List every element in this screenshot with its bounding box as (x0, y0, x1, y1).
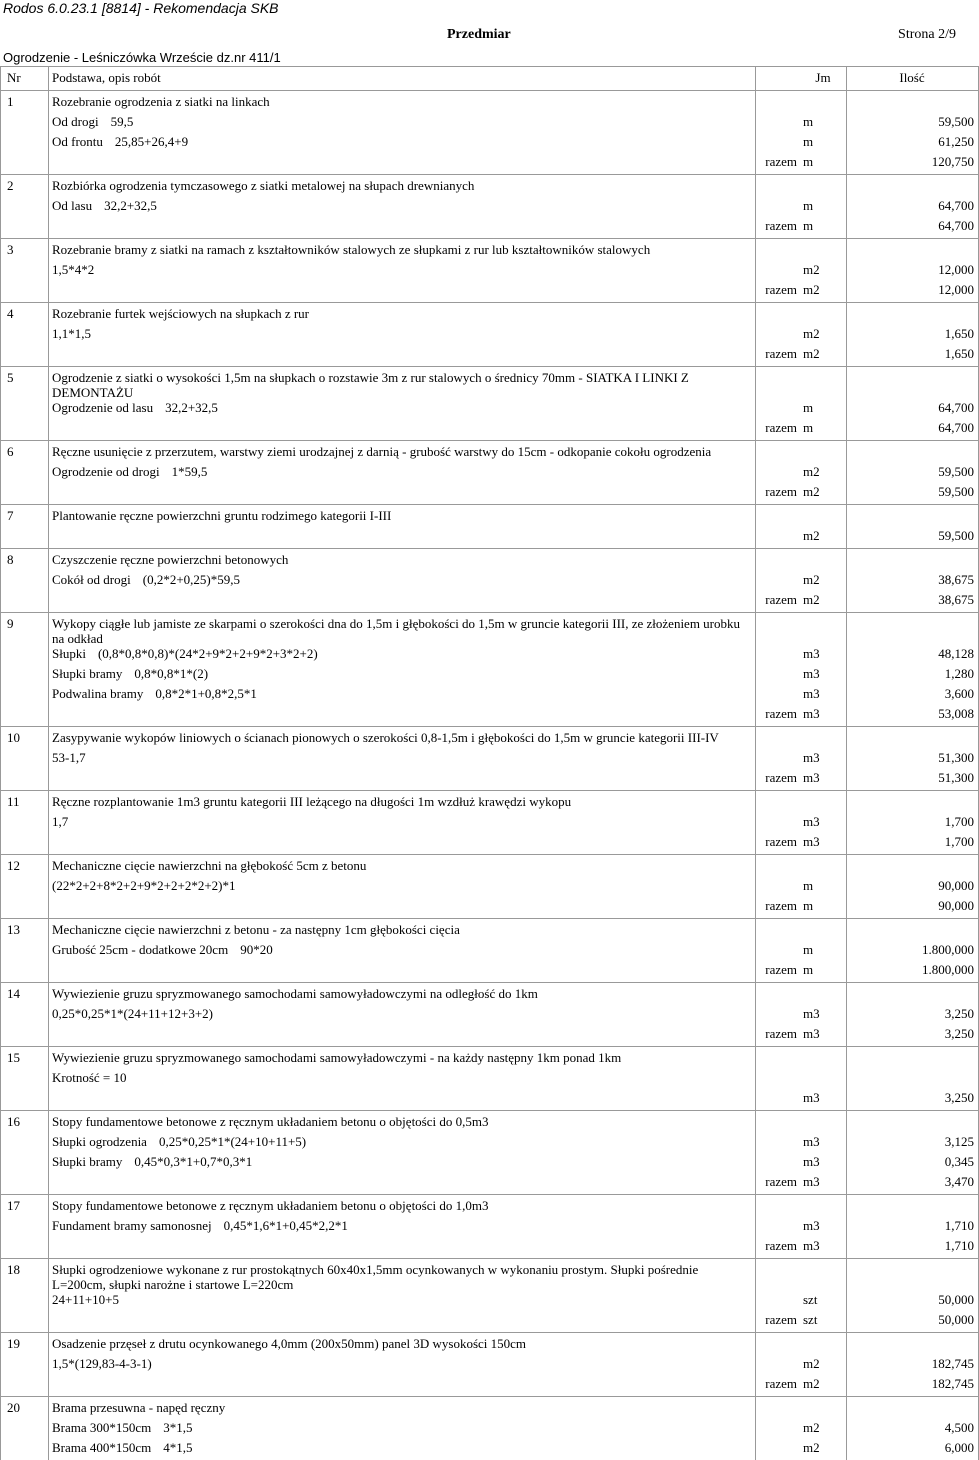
subtotal-row (1, 218, 979, 239)
item-number: 5 (1, 367, 49, 401)
item-row (1, 505, 979, 529)
calculation-label: Od lasu (52, 198, 93, 213)
subtotal-unit: m (800, 420, 847, 441)
calculation-row (1, 134, 979, 154)
quantity: 1,700 (847, 814, 979, 834)
item-description: Rozebranie furtek wejściowych na słupkach z rur (49, 303, 756, 327)
calculation-description (49, 750, 756, 770)
subtotal-unit: m3 (800, 1026, 847, 1047)
subtotal-row (1, 1174, 979, 1195)
quantity: 4,500 (847, 1420, 979, 1440)
calculation-expression: (0,8*0,8*0,8)*(24*2+9*2+2+9*2+3*2+2) (97, 646, 318, 661)
quantity: 50,000 (847, 1292, 979, 1312)
quantity: 1,650 (847, 326, 979, 346)
subtotal-row (1, 834, 979, 855)
item-row (1, 91, 979, 115)
calculation-expression: 3*1,5 (163, 1420, 193, 1435)
calculation-expression: 1*59,5 (171, 464, 208, 479)
subtotal-quantity: 59,500 (847, 484, 979, 505)
unit: m2 (800, 528, 847, 549)
subtotal-row (1, 1312, 979, 1333)
subtotal-label: razem (765, 484, 797, 499)
quantity: 90,000 (847, 878, 979, 898)
subtotal-quantity: 12,000 (847, 282, 979, 303)
header-description: Podstawa, opis robót (49, 67, 756, 91)
calculation-row (1, 1154, 979, 1174)
calculation-label: 1,7 (52, 814, 69, 829)
calculation-row (1, 942, 979, 962)
subtotal-label: razem (765, 420, 797, 435)
subtotal-unit: m2 (800, 484, 847, 505)
quantity: 3,250 (847, 1090, 979, 1111)
item-number: 16 (1, 1111, 49, 1135)
item-row (1, 1397, 979, 1421)
unit (800, 1070, 847, 1090)
calculation-label: 0,25*0,25*1*(24+11+12+3+2) (52, 1006, 214, 1021)
calculation-row (1, 1006, 979, 1026)
calculation-label: Brama 400*150cm (52, 1440, 152, 1455)
subtotal-quantity: 64,700 (847, 218, 979, 239)
calculation-row (1, 1440, 979, 1460)
subtotal-row (1, 282, 979, 303)
header-unit: Jm (800, 67, 847, 91)
subtotal-label: razem (765, 218, 797, 233)
item-description: Czyszczenie ręczne powierzchni betonowych (49, 549, 756, 573)
subtotal-quantity: 182,745 (847, 1376, 979, 1397)
subtotal-label: razem (765, 1376, 797, 1391)
calculation-label: Ogrodzenie od lasu (52, 400, 154, 415)
item-description: Mechaniczne cięcie nawierzchni na głębokość 5cm z betonu (49, 855, 756, 879)
calculation-description (49, 814, 756, 834)
item-description: Ogrodzenie z siatki o wysokości 1,5m na słupkach o rozstawie 3m z rur stalowych o średnicy 70mm - SIATKA I LINKI Z DEMONTAŻU (49, 367, 756, 401)
calculation-description (49, 326, 756, 346)
calculation-label: Od frontu (52, 134, 103, 149)
header-nr: Nr (1, 67, 49, 91)
item-number: 14 (1, 983, 49, 1007)
calculation-description (49, 198, 756, 218)
item-row (1, 239, 979, 263)
calculation-row (1, 878, 979, 898)
unit: m2 (800, 572, 847, 592)
subtotal-quantity: 53,008 (847, 706, 979, 727)
subtotal-label: razem (765, 346, 797, 361)
quantity: 64,700 (847, 198, 979, 218)
calculation-label: 24+11+10+5 (52, 1292, 120, 1307)
subtotal-quantity: 3,250 (847, 1026, 979, 1047)
calculation-expression: 90*20 (240, 942, 273, 957)
subtotal-label: razem (765, 1026, 797, 1041)
calculation-description (49, 134, 756, 154)
item-description: Wywiezienie gruzu spryzmowanego samochodami samowyładowczymi na odległość do 1km (49, 983, 756, 1007)
item-row (1, 727, 979, 751)
subtotal-unit: m (800, 962, 847, 983)
item-description: Rozebranie bramy z siatki na ramach z kształtowników stalowych ze słupkami z rur lub kształtowników stalowych (49, 239, 756, 263)
calculation-description (49, 262, 756, 282)
item-row (1, 303, 979, 327)
item-number: 8 (1, 549, 49, 573)
subtotal-label: razem (765, 962, 797, 977)
quantity: 3,125 (847, 1134, 979, 1154)
subtotal-label: razem (765, 770, 797, 785)
calculation-description (49, 572, 756, 592)
calculation-description (49, 942, 756, 962)
item-number: 13 (1, 919, 49, 943)
item-row (1, 791, 979, 815)
calculation-label: Krotność = 10 (52, 1070, 127, 1085)
subtotal-row (1, 1026, 979, 1047)
item-number: 6 (1, 441, 49, 465)
item-number: 18 (1, 1259, 49, 1293)
subtotal-label: razem (765, 154, 797, 169)
item-description: Wykopy ciągłe lub jamiste ze skarpami o szerokości dna do 1,5m i głębokości do 1,5m w gruncie kategorii III, ze złożeniem urobku na odkład (49, 613, 756, 647)
item-description: Rozebranie ogrodzenia z siatki na linkach (49, 91, 756, 115)
calculation-expression: 59,5 (110, 114, 134, 129)
calculation-description (49, 464, 756, 484)
calculation-row (1, 114, 979, 134)
item-number: 17 (1, 1195, 49, 1219)
calculation-expression: 32,2+32,5 (165, 400, 218, 415)
quantity: 12,000 (847, 262, 979, 282)
calculation-label: Podwalina bramy (52, 686, 144, 701)
subtotal-unit: m2 (800, 1376, 847, 1397)
quantity: 51,300 (847, 750, 979, 770)
calculation-row (1, 686, 979, 706)
unit: m3 (800, 1090, 847, 1111)
unit: m (800, 942, 847, 962)
item-number: 11 (1, 791, 49, 815)
item-number: 4 (1, 303, 49, 327)
subtotal-quantity: 1,700 (847, 834, 979, 855)
subtotal-label: razem (765, 1238, 797, 1253)
calculation-expression: 32,2+32,5 (104, 198, 157, 213)
project-subtitle: Ogrodzenie - Leśniczówka Wrzeście dz.nr 411/1 (3, 50, 281, 65)
calculation-label: Słupki bramy (52, 666, 123, 681)
calculation-row (1, 326, 979, 346)
header-quantity: Ilość (847, 67, 979, 91)
calculation-row (1, 1090, 979, 1111)
unit: m2 (800, 326, 847, 346)
item-number: 9 (1, 613, 49, 647)
unit: m (800, 134, 847, 154)
item-description: Osadzenie przęseł z drutu ocynkowanego 4,0mm (200x50mm) panel 3D wysokości 150cm (49, 1333, 756, 1357)
calculation-description (49, 1420, 756, 1440)
subtotal-unit: m2 (800, 592, 847, 613)
calculation-description (49, 646, 756, 666)
subtotal-label: razem (765, 592, 797, 607)
subtotal-label: razem (765, 1174, 797, 1189)
subtotal-label: razem (765, 834, 797, 849)
subtotal-unit: m (800, 898, 847, 919)
subtotal-unit: m3 (800, 834, 847, 855)
subtotal-row (1, 154, 979, 175)
calculation-row (1, 814, 979, 834)
subtotal-quantity: 3,470 (847, 1174, 979, 1195)
calculation-description (49, 1090, 756, 1111)
calculation-row (1, 528, 979, 549)
calculation-description (49, 1440, 756, 1460)
item-number: 12 (1, 855, 49, 879)
calculation-expression: 0,45*1,6*1+0,45*2,2*1 (223, 1218, 348, 1233)
subtotal-row (1, 962, 979, 983)
item-row (1, 1333, 979, 1357)
calculation-row (1, 464, 979, 484)
unit: szt (800, 1292, 847, 1312)
item-description: Stopy fundamentowe betonowe z ręcznym układaniem betonu o objętości do 1,0m3 (49, 1195, 756, 1219)
calculation-label: Grubość 25cm - dodatkowe 20cm (52, 942, 229, 957)
subtotal-label: razem (765, 282, 797, 297)
subtotal-unit: szt (800, 1312, 847, 1333)
calculation-label: Brama 300*150cm (52, 1420, 152, 1435)
subtotal-unit: m3 (800, 770, 847, 791)
subtotal-unit: m3 (800, 706, 847, 727)
calculation-row (1, 262, 979, 282)
calculation-row (1, 1218, 979, 1238)
quantity (847, 1070, 979, 1090)
item-description: Zasypywanie wykopów liniowych o ścianach pionowych o szerokości 0,8-1,5m i głębokości do 1,5m w gruncie kategorii III-IV (49, 727, 756, 751)
item-row (1, 919, 979, 943)
item-row (1, 549, 979, 573)
subtotal-row (1, 706, 979, 727)
subtotal-row (1, 346, 979, 367)
item-description: Ręczne rozplantowanie 1m3 gruntu kategorii III leżącego na długości 1m wzdłuż krawędzi wykopu (49, 791, 756, 815)
calculation-description (49, 1006, 756, 1026)
calculation-label: Od drogi (52, 114, 99, 129)
calculation-row (1, 750, 979, 770)
subtotal-quantity: 64,700 (847, 420, 979, 441)
unit: m (800, 400, 847, 420)
calculation-expression: 25,85+26,4+9 (114, 134, 189, 149)
quantity: 61,250 (847, 134, 979, 154)
quantity: 0,345 (847, 1154, 979, 1174)
item-row (1, 367, 979, 401)
quantity: 3,250 (847, 1006, 979, 1026)
calculation-expression: 4*1,5 (163, 1440, 193, 1455)
calculation-expression: (0,2*2+0,25)*59,5 (142, 572, 240, 587)
subtotal-unit: m2 (800, 346, 847, 367)
item-description: Wywiezienie gruzu spryzmowanego samochodami samowyładowczymi - na każdy następny 1km ponad 1km (49, 1047, 756, 1071)
calculation-row (1, 572, 979, 592)
calculation-expression: 0,45*0,3*1+0,7*0,3*1 (134, 1154, 253, 1169)
calculation-description (49, 400, 756, 420)
calculation-description (49, 1070, 756, 1090)
quantity: 1.800,000 (847, 942, 979, 962)
quantity: 59,500 (847, 528, 979, 549)
quantity: 64,700 (847, 400, 979, 420)
subtotal-unit: m (800, 218, 847, 239)
calculation-description (49, 878, 756, 898)
calculation-label: 1,1*1,5 (52, 326, 91, 341)
subtotal-quantity: 1.800,000 (847, 962, 979, 983)
quantity: 1,280 (847, 666, 979, 686)
subtotal-label: razem (765, 706, 797, 721)
item-number: 20 (1, 1397, 49, 1421)
item-description: Słupki ogrodzeniowe wykonane z rur prostokątnych 60x40x1,5mm ocynkowanych w wykonaniu prostym. Słupki pośrednie L=200cm, słupki narożne i startowe L=220cm (49, 1259, 756, 1293)
unit: m3 (800, 1134, 847, 1154)
unit: m2 (800, 1356, 847, 1376)
subtotal-row (1, 420, 979, 441)
subtotal-label: razem (765, 898, 797, 913)
item-row (1, 1111, 979, 1135)
calculation-row (1, 1292, 979, 1312)
page-number: Strona 2/9 (898, 27, 956, 42)
subtotal-quantity: 38,675 (847, 592, 979, 613)
calculation-row (1, 1070, 979, 1090)
subtotal-row (1, 898, 979, 919)
unit: m3 (800, 750, 847, 770)
calculation-expression: 0,25*0,25*1*(24+10+11+5) (158, 1134, 307, 1149)
item-number: 19 (1, 1333, 49, 1357)
item-row (1, 1259, 979, 1293)
item-description: Ręczne usunięcie z przerzutem, warstwy ziemi urodzajnej z darnią - grubość warstwy do 15cm - odkopanie cokołu ogrodzenia (49, 441, 756, 465)
item-row (1, 441, 979, 465)
unit: m3 (800, 1218, 847, 1238)
subtotal-row (1, 484, 979, 505)
unit: m3 (800, 1154, 847, 1174)
item-number: 1 (1, 91, 49, 115)
unit: m3 (800, 646, 847, 666)
calculation-row (1, 400, 979, 420)
calculation-expression: 0,8*0,8*1*(2) (134, 666, 209, 681)
quantity: 48,128 (847, 646, 979, 666)
unit: m3 (800, 814, 847, 834)
app-title: Rodos 6.0.23.1 [8814] - Rekomendacja SKB (3, 0, 279, 16)
calculation-description (49, 686, 756, 706)
calculation-label: (22*2+2+8*2+2+9*2+2+2*2+2)*1 (52, 878, 236, 893)
subtotal-row (1, 592, 979, 613)
calculation-description (49, 1356, 756, 1376)
item-number: 15 (1, 1047, 49, 1071)
subtotal-unit: m3 (800, 1238, 847, 1259)
calculation-row (1, 198, 979, 218)
calculation-label: 1,5*4*2 (52, 262, 95, 277)
item-row (1, 175, 979, 199)
item-description: Plantowanie ręczne powierzchni gruntu rodzimego kategorii I-III (49, 505, 756, 529)
calculation-row (1, 666, 979, 686)
subtotal-quantity: 51,300 (847, 770, 979, 791)
subtotal-row (1, 770, 979, 791)
subtotal-quantity: 1,650 (847, 346, 979, 367)
calculation-label: Słupki (52, 646, 86, 661)
estimate-table (0, 66, 979, 1460)
item-row (1, 855, 979, 879)
subtotal-unit: m3 (800, 1174, 847, 1195)
unit: m3 (800, 1006, 847, 1026)
item-row (1, 1195, 979, 1219)
calculation-row (1, 1420, 979, 1440)
quantity: 6,000 (847, 1440, 979, 1460)
unit: m3 (800, 666, 847, 686)
quantity: 3,600 (847, 686, 979, 706)
item-number: 3 (1, 239, 49, 263)
item-description: Rozbiórka ogrodzenia tymczasowego z siatki metalowej na słupach drewnianych (49, 175, 756, 199)
calculation-description (49, 1218, 756, 1238)
subtotal-unit: m2 (800, 282, 847, 303)
subtotal-quantity: 1,710 (847, 1238, 979, 1259)
item-row (1, 1047, 979, 1071)
unit: m2 (800, 1440, 847, 1460)
subtotal-unit: m (800, 154, 847, 175)
calculation-label: Fundament bramy samonosnej (52, 1218, 212, 1233)
calculation-expression: 0,8*2*1+0,8*2,5*1 (155, 686, 257, 701)
unit: m2 (800, 464, 847, 484)
unit: m (800, 114, 847, 134)
calculation-row (1, 646, 979, 666)
item-number: 7 (1, 505, 49, 529)
item-description: Mechaniczne cięcie nawierzchni z betonu - za następny 1cm głębokości cięcia (49, 919, 756, 943)
document-title: Przedmiar (447, 27, 511, 42)
calculation-row (1, 1356, 979, 1376)
calculation-label: Słupki bramy (52, 1154, 123, 1169)
unit: m (800, 878, 847, 898)
subtotal-row (1, 1376, 979, 1397)
subtotal-quantity: 120,750 (847, 154, 979, 175)
calculation-label: Cokół od drogi (52, 572, 131, 587)
quantity: 1,710 (847, 1218, 979, 1238)
calculation-label: Słupki ogrodzenia (52, 1134, 147, 1149)
calculation-description (49, 1154, 756, 1174)
calculation-description (49, 666, 756, 686)
quantity: 38,675 (847, 572, 979, 592)
subtotal-quantity: 50,000 (847, 1312, 979, 1333)
item-description: Stopy fundamentowe betonowe z ręcznym układaniem betonu o objętości do 0,5m3 (49, 1111, 756, 1135)
item-number: 10 (1, 727, 49, 751)
item-row (1, 613, 979, 647)
calculation-description (49, 1134, 756, 1154)
calculation-row (1, 1134, 979, 1154)
unit: m (800, 198, 847, 218)
calculation-description (49, 114, 756, 134)
table-header-row (1, 67, 979, 91)
unit: m2 (800, 262, 847, 282)
subtotal-quantity: 90,000 (847, 898, 979, 919)
quantity: 182,745 (847, 1356, 979, 1376)
calculation-description (49, 1292, 756, 1312)
item-number: 2 (1, 175, 49, 199)
calculation-label: 1,5*(129,83-4-3-1) (52, 1356, 152, 1371)
subtotal-label: razem (765, 1312, 797, 1327)
unit: m2 (800, 1420, 847, 1440)
quantity: 59,500 (847, 464, 979, 484)
subtotal-row (1, 1238, 979, 1259)
item-description: Brama przesuwna - napęd ręczny (49, 1397, 756, 1421)
unit: m3 (800, 686, 847, 706)
calculation-label: 53-1,7 (52, 750, 86, 765)
calculation-description (49, 528, 756, 549)
item-row (1, 983, 979, 1007)
calculation-label: Ogrodzenie od drogi (52, 464, 160, 479)
quantity: 59,500 (847, 114, 979, 134)
